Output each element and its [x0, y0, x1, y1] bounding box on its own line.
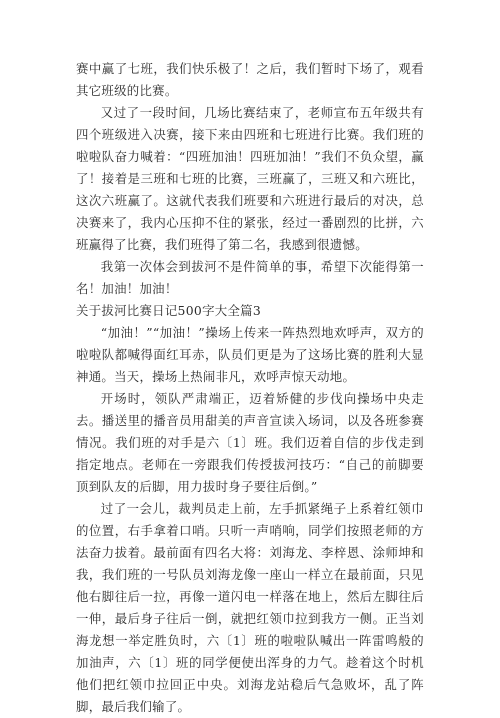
- paragraph-1: 赛中赢了七班，我们快乐极了！之后，我们暂时下场了，观看其它班级的比赛。: [76, 61, 424, 98]
- paragraph-4: “加油！”“加油！”操场上传来一阵热烈地欢呼声，双方的啦啦队都喊得面红耳赤，队员们更是为了这场比赛的胜利大显神通。当天，操场上热闹非凡，欢呼声惊天动地。: [76, 325, 424, 384]
- section-heading: 关于拔河比赛日记500字大全篇3: [76, 303, 262, 318]
- paragraph-5: 开场时，领队严肃端正，迈着矫健的步伐向操场中央走去。播送里的播音员用甜美的声音宣读入场词，以及各班参赛情况。我们班的对手是六〔1〕班。我们迈着自信的步伐走到指定地点。老师在一旁跟我们传授拔河技巧：“自己的前脚要顶到队友的后脚，用力拔时身子要往后倒。”: [76, 391, 424, 494]
- paragraph-2: 又过了一段时间，几场比赛结束了，老师宣布五年级共有四个班级进入决赛，接下来由四班和七班进行比赛。我们班的啦啦队奋力喊着：“四班加油！四班加油！”我们不负众望，赢了！接着是三班和七班的比赛，三班赢了，三班又和六班比，这次六班赢了。这就代表我们班要和六班进行最后的对决，总决赛来了，我内心压抑不住的紧张，经过一番剧烈的比拼，六班赢得了比赛，我们班得了第二名，我感到很遗憾。: [76, 105, 424, 252]
- paragraph-6: 过了一会儿，裁判员走上前，左手抓紧绳子上系着红领巾的位置，右手拿着口哨。只听一声哨响，同学们按照老师的方法奋力拔着。最前面有四名大将：刘海龙、李梓恩、涂师坤和我，我们班的一号队员刘海龙像一座山一样立在最前面，只见他右脚往后一拉，再像一道闪电一样落在地上，然后左脚往后一伸，最后身子往后一倒，就把红领巾拉到我方一侧。正当刘海龙想一举定胜负时，六〔1〕班的啦啦队喊出一阵雷鸣般的加油声，六〔1〕班的同学便使出浑身的力气。趁着这个时机他们把红领巾拉回正中央。刘海龙站稳后气急败坏，乱了阵脚，最后我们输了。: [76, 501, 424, 714]
- paragraph-3: 我第一次体会到拔河不是件简单的事，希望下次能得第一名！加油！加油！: [76, 259, 424, 296]
